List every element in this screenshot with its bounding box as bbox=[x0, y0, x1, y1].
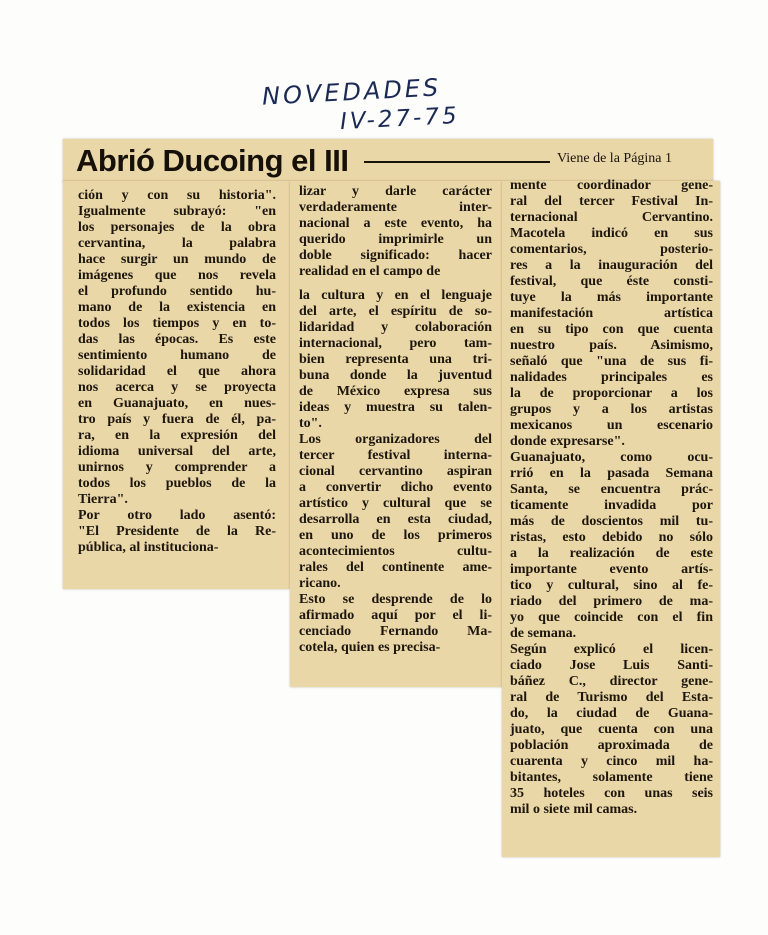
text-line: tico y cultural, sino al fe- bbox=[510, 578, 713, 593]
text-line: ciado Jose Luis Santi- bbox=[510, 658, 713, 673]
text-line: todos los pueblos de la bbox=[78, 476, 276, 491]
text-line: mil o siete mil camas. bbox=[510, 802, 638, 817]
text-line: nuestro país. Asimismo, bbox=[510, 338, 713, 353]
text-line: a convertir dicho evento bbox=[299, 480, 492, 495]
text-line: Macotela indicó en sus bbox=[510, 226, 713, 241]
text-line: la cultura y en el lenguaje bbox=[299, 288, 492, 303]
continued-from-label: Viene de la Página 1 bbox=[557, 151, 673, 166]
text-line: das las épocas. Es este bbox=[78, 332, 276, 347]
text-line: cenciado Fernando Ma- bbox=[299, 624, 492, 639]
text-line: del arte, el espíritu de so- bbox=[299, 304, 492, 319]
text-line: más de doscientos mil tu- bbox=[510, 514, 713, 529]
text-line: juato, que cuenta con una bbox=[510, 722, 713, 737]
text-line: la de proporcionar a los bbox=[510, 386, 713, 401]
text-line: riado del primero de ma- bbox=[510, 594, 713, 609]
text-line: "El Presidente de la Re- bbox=[78, 524, 276, 539]
text-line: ral del tercer Festival In- bbox=[510, 194, 713, 209]
text-line: los personajes de la obra bbox=[78, 220, 276, 235]
text-line: buna donde la juventud bbox=[299, 368, 492, 383]
article-column-3 bbox=[510, 178, 713, 818]
text-line: Esto se desprende de lo bbox=[299, 592, 492, 607]
text-line: doble significado: hacer bbox=[299, 248, 492, 263]
text-line: ción y con su historia". bbox=[78, 188, 276, 203]
text-line: comentarios, posterio- bbox=[510, 242, 713, 257]
text-line: lidaridad y colaboración bbox=[299, 320, 492, 335]
article-headline: Abrió Ducoing el III bbox=[76, 143, 349, 178]
text-line: ideas y muestra su talen- bbox=[299, 400, 492, 415]
text-line: grupos y a los artistas bbox=[510, 402, 713, 417]
text-line: sentimiento humano de bbox=[78, 348, 276, 363]
text-line: hace surgir un mundo de bbox=[78, 252, 276, 267]
text-line: unirnos y comprender a bbox=[78, 460, 276, 475]
text-line: donde expresarse". bbox=[510, 434, 625, 449]
text-line: tercer festival interna- bbox=[299, 448, 492, 463]
text-line: realidad en el campo de bbox=[299, 264, 441, 279]
text-line: ricano. bbox=[299, 576, 341, 591]
text-line: cotela, quien es precisa- bbox=[299, 640, 441, 655]
text-line: Según explicó el licen- bbox=[510, 642, 713, 657]
text-line: nalidades principales es bbox=[510, 370, 713, 385]
handwritten-date-note: IV-27-75 bbox=[339, 102, 461, 136]
column-gap bbox=[299, 280, 492, 288]
text-line: en su tipo con que cuenta bbox=[510, 322, 713, 337]
text-line: to". bbox=[299, 416, 322, 431]
text-line: cional cervantino aspiran bbox=[299, 464, 492, 479]
text-line: ternacional Cervantino. bbox=[510, 210, 713, 225]
text-line: en Guanajuato, en nues- bbox=[78, 396, 276, 411]
text-line: Santa, se encuentra prác- bbox=[510, 482, 713, 497]
text-line: manifestación artística bbox=[510, 306, 713, 321]
text-line: el profundo sentido hu- bbox=[78, 284, 276, 299]
text-line: ticamente invadida por bbox=[510, 498, 713, 513]
text-line: 35 hoteles con unas seis bbox=[510, 786, 713, 801]
text-line: a la realización de este bbox=[510, 546, 713, 561]
text-line: báñez C., director gene- bbox=[510, 674, 713, 689]
text-line: mano de la existencia en bbox=[78, 300, 276, 315]
text-line: tuye la más importante bbox=[510, 290, 713, 305]
text-line: ral de Turismo del Esta- bbox=[510, 690, 713, 705]
text-line: de México expresa sus bbox=[299, 384, 492, 399]
text-line: querido imprimirle un bbox=[299, 232, 492, 247]
text-line: idioma universal del arte, bbox=[78, 444, 276, 459]
text-line: cuarenta y cinco mil ha- bbox=[510, 754, 713, 769]
text-line: mente coordinador gene- bbox=[510, 178, 713, 193]
text-line: rales del continente ame- bbox=[299, 560, 492, 575]
text-line: festival, que éste consti- bbox=[510, 274, 713, 289]
text-line: afirmado aquí por el li- bbox=[299, 608, 492, 623]
text-line: bien representa una tri- bbox=[299, 352, 492, 367]
text-line: población aproximada de bbox=[510, 738, 713, 753]
text-line: pública, al instituciona- bbox=[78, 540, 219, 555]
text-line: internacional, pero tam- bbox=[299, 336, 492, 351]
text-line: importante evento artís- bbox=[510, 562, 713, 577]
text-line: bitantes, solamente tiene bbox=[510, 770, 713, 785]
text-line: lizar y darle carácter bbox=[299, 184, 492, 199]
headline-rule bbox=[364, 161, 550, 163]
text-line: Los organizadores del bbox=[299, 432, 492, 447]
text-line: ristas, esto debido no sólo bbox=[510, 530, 713, 545]
text-line: en uno de los primeros bbox=[299, 528, 492, 543]
text-line: imágenes que nos revela bbox=[78, 268, 276, 283]
text-line: rrió en la pasada Semana bbox=[510, 466, 713, 481]
text-line: mexicanos un escenario bbox=[510, 418, 713, 433]
text-line: verdaderamente inter- bbox=[299, 200, 492, 215]
text-line: nos acerca y se proyecta bbox=[78, 380, 276, 395]
text-line: yo que coincide con el fin bbox=[510, 610, 713, 625]
text-line: Tierra". bbox=[78, 492, 128, 507]
text-line: cervantina, la palabra bbox=[78, 236, 276, 251]
text-line: Por otro lado asentó: bbox=[78, 508, 276, 523]
text-line: tro país y fuera de él, pa- bbox=[78, 412, 276, 427]
text-line: Guanajuato, como ocu- bbox=[510, 450, 713, 465]
handwritten-source-note: NOVEDADES bbox=[261, 73, 442, 111]
text-line: res a la inauguración del bbox=[510, 258, 713, 273]
text-line: artístico y cultural que se bbox=[299, 496, 492, 511]
article-column-1 bbox=[78, 188, 276, 556]
article-column-2 bbox=[299, 184, 492, 656]
text-line: desarrolla en esta ciudad, bbox=[299, 512, 492, 527]
text-line: todos los tiempos y en to- bbox=[78, 316, 276, 331]
text-line: Igualmente subrayó: "en bbox=[78, 204, 276, 219]
text-line: acontecimientos cultu- bbox=[299, 544, 492, 559]
text-line: señaló que "una de sus fi- bbox=[510, 354, 713, 369]
text-line: de semana. bbox=[510, 626, 577, 641]
text-line: solidaridad el que ahora bbox=[78, 364, 276, 379]
text-line: do, la ciudad de Guana- bbox=[510, 706, 713, 721]
text-line: ra, en la expresión del bbox=[78, 428, 276, 443]
text-line: nacional a este evento, ha bbox=[299, 216, 492, 231]
